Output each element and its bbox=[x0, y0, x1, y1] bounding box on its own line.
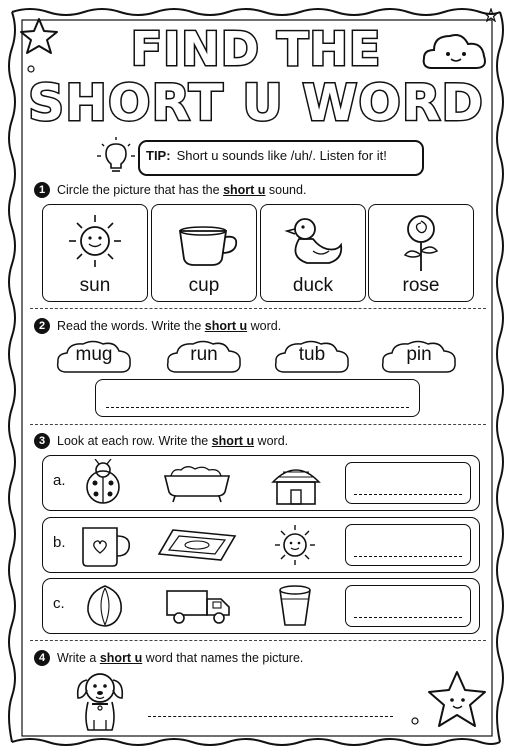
sun-icon bbox=[65, 211, 125, 273]
instruction-text: sound. bbox=[265, 183, 307, 197]
rug-icon[interactable] bbox=[155, 526, 239, 564]
instruction-text: Look at each row. Write the bbox=[57, 434, 212, 448]
row-label: c. bbox=[53, 595, 65, 612]
instruction-text: Read the words. Write the bbox=[57, 319, 205, 333]
cup-icon[interactable] bbox=[275, 583, 315, 629]
cloud-word: mug bbox=[75, 344, 113, 365]
tip-label: TIP: bbox=[146, 148, 171, 163]
row-b-answer-box[interactable] bbox=[345, 524, 471, 566]
cloud-word: run bbox=[190, 344, 218, 365]
section-1-number: 1 bbox=[34, 182, 50, 198]
word-cloud-pin[interactable] bbox=[380, 338, 458, 376]
word-cloud-mug[interactable] bbox=[55, 338, 133, 376]
section-1-instruction bbox=[57, 183, 306, 197]
instruction-keyword: short u bbox=[223, 183, 266, 197]
picture-card-cup[interactable] bbox=[151, 204, 257, 302]
cloud-word: tub bbox=[298, 344, 326, 365]
answer-writing-line bbox=[354, 494, 462, 495]
section-4-number: 4 bbox=[34, 650, 50, 666]
puppy-icon bbox=[72, 668, 128, 734]
instruction-text: word. bbox=[247, 319, 282, 333]
cloud-word: pin bbox=[406, 344, 432, 365]
section-divider bbox=[30, 640, 486, 641]
row-b bbox=[42, 517, 480, 573]
row-a-answer-box[interactable] bbox=[345, 462, 471, 504]
row-a bbox=[42, 455, 480, 511]
picture-label: sun bbox=[79, 275, 111, 296]
picture-label: duck bbox=[292, 275, 334, 296]
hut-icon[interactable] bbox=[269, 458, 323, 508]
rose-icon bbox=[391, 211, 451, 273]
picture-card-rose[interactable] bbox=[368, 204, 474, 302]
sun-icon[interactable] bbox=[271, 522, 319, 568]
word-cloud-run[interactable] bbox=[165, 338, 243, 376]
row-label: b. bbox=[53, 534, 66, 551]
picture-card-sun[interactable] bbox=[42, 204, 148, 302]
small-star-icon bbox=[484, 8, 498, 22]
section-3-instruction bbox=[57, 434, 288, 448]
answer-writing-line bbox=[354, 556, 462, 557]
section-divider bbox=[30, 308, 486, 309]
picture-label: cup bbox=[188, 275, 220, 296]
mug-icon[interactable] bbox=[79, 522, 135, 568]
section-4-instruction bbox=[57, 651, 303, 665]
nut-icon[interactable] bbox=[83, 583, 127, 629]
answer-writing-line bbox=[106, 407, 409, 408]
lightbulb-icon bbox=[96, 136, 136, 176]
instruction-text: Write a bbox=[57, 651, 100, 665]
answer-writing-line bbox=[354, 617, 462, 618]
instruction-keyword: short u bbox=[211, 434, 255, 448]
ladybug-icon[interactable] bbox=[81, 459, 125, 507]
page-title-line1: FIND THE bbox=[130, 22, 382, 76]
instruction-text: word that names the picture. bbox=[142, 651, 304, 665]
section-4-answer-line[interactable] bbox=[148, 716, 393, 717]
row-c bbox=[42, 578, 480, 634]
instruction-text: word. bbox=[254, 434, 289, 448]
section-3-number: 3 bbox=[34, 433, 50, 449]
bathtub-icon[interactable] bbox=[161, 462, 233, 504]
page-title-line2: SHORT U WORD bbox=[28, 74, 484, 132]
section-2-answer-box[interactable] bbox=[95, 379, 420, 417]
tip-text bbox=[146, 148, 387, 163]
row-label: a. bbox=[53, 472, 66, 489]
smiling-star-icon bbox=[424, 668, 490, 732]
instruction-keyword: short u bbox=[99, 651, 143, 665]
tip-body: Short u sounds like /uh/. Listen for it! bbox=[176, 148, 387, 163]
dot-decor bbox=[410, 716, 420, 726]
instruction-text: Circle the picture that has the bbox=[57, 183, 224, 197]
word-cloud-tub[interactable] bbox=[273, 338, 351, 376]
duck-icon bbox=[283, 211, 347, 273]
truck-icon[interactable] bbox=[163, 585, 235, 627]
section-2-instruction bbox=[57, 319, 281, 333]
instruction-keyword: short u bbox=[204, 319, 248, 333]
row-c-answer-box[interactable] bbox=[345, 585, 471, 627]
picture-card-duck[interactable] bbox=[260, 204, 366, 302]
cup-icon bbox=[174, 211, 244, 273]
picture-label: rose bbox=[402, 275, 440, 296]
section-divider bbox=[30, 424, 486, 425]
section-2-number: 2 bbox=[34, 318, 50, 334]
